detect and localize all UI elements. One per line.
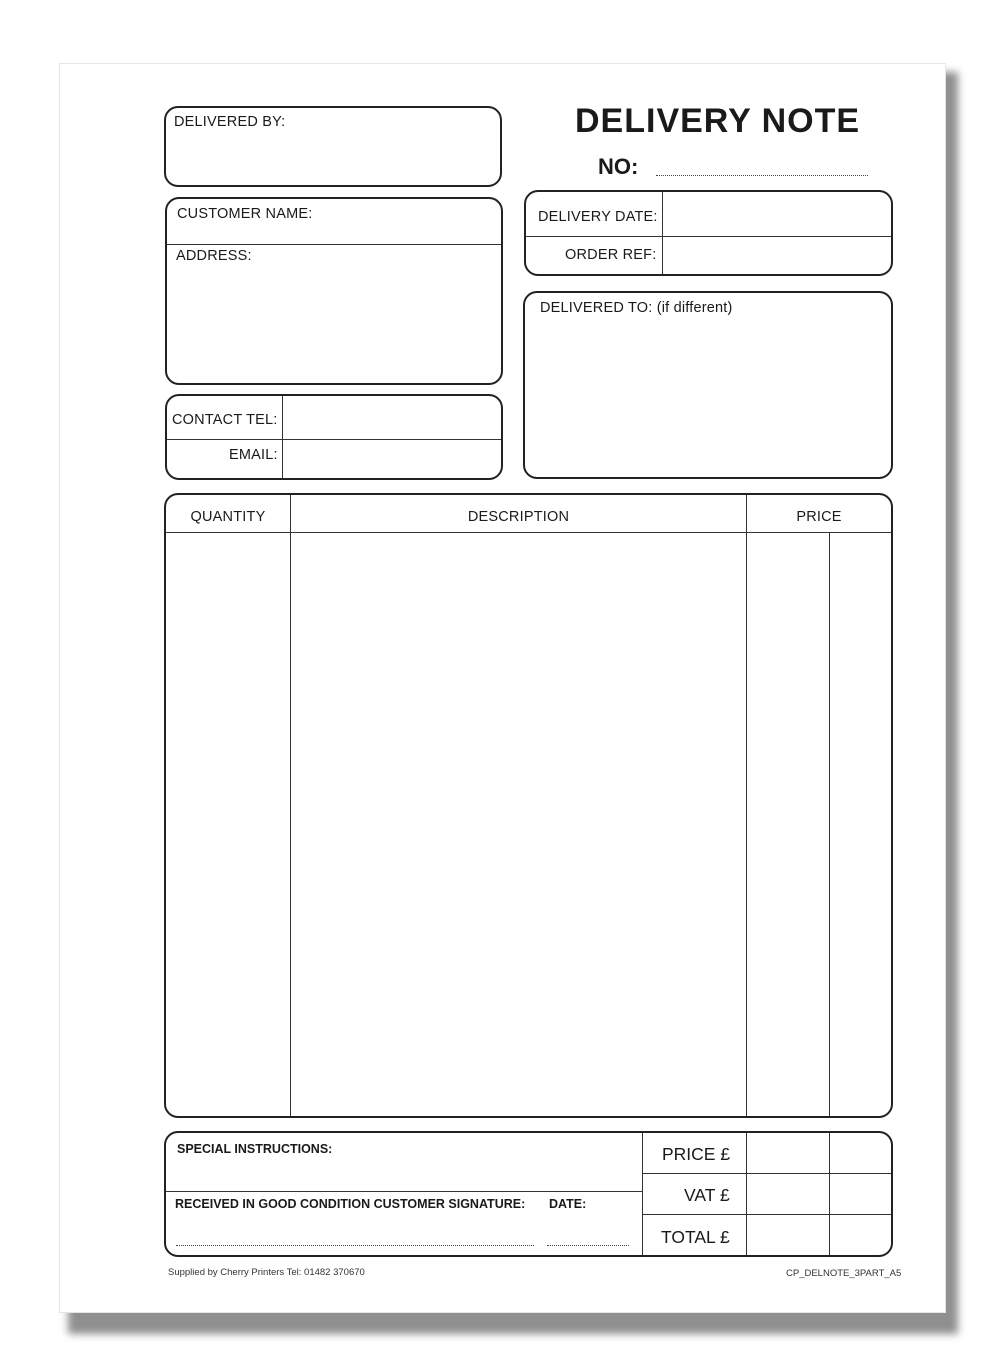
- delivery-date-label: DELIVERY DATE:: [538, 209, 658, 225]
- contact-divider-h: [167, 439, 501, 440]
- delivered-by-box[interactable]: [164, 106, 502, 187]
- address-label: ADDRESS:: [176, 248, 252, 264]
- contact-divider-v: [282, 396, 283, 478]
- customer-divider: [167, 244, 501, 245]
- totals-left-divider: [642, 1133, 643, 1255]
- delivered-by-label: DELIVERED BY:: [174, 114, 286, 130]
- totals-row-divider-1: [642, 1173, 891, 1174]
- number-field[interactable]: [656, 175, 868, 176]
- instructions-divider: [166, 1191, 642, 1192]
- price-total-label: PRICE £: [662, 1144, 731, 1164]
- grand-total-label: TOTAL £: [661, 1227, 730, 1247]
- date-label: DATE:: [549, 1197, 587, 1211]
- delivery-date-box: [524, 190, 893, 276]
- date-divider-h: [526, 236, 891, 237]
- totals-pence-divider: [829, 1133, 830, 1255]
- signature-label: RECEIVED IN GOOD CONDITION CUSTOMER SIGNATURE:: [175, 1197, 526, 1211]
- document-title: DELIVERY NOTE: [575, 102, 861, 140]
- totals-label-divider: [746, 1133, 747, 1255]
- supplier-credit: Supplied by Cherry Printers Tel: 01482 370670: [168, 1267, 365, 1278]
- totals-row-divider-2: [642, 1214, 891, 1215]
- number-label: NO:: [598, 154, 639, 179]
- order-ref-label: ORDER REF:: [565, 247, 657, 263]
- column-header-price: PRICE: [796, 509, 842, 525]
- description-column-divider: [746, 495, 747, 1116]
- customer-address-box: [165, 197, 503, 385]
- date-line[interactable]: [547, 1245, 629, 1246]
- delivered-to-label: DELIVERED TO: (if different): [540, 300, 733, 316]
- summary-box: [164, 1131, 893, 1257]
- form-code: CP_DELNOTE_3PART_A5: [786, 1268, 902, 1279]
- column-header-quantity: QUANTITY: [190, 509, 266, 525]
- price-pence-divider: [829, 532, 830, 1116]
- email-label: EMAIL:: [229, 447, 278, 463]
- table-header-divider: [166, 532, 891, 533]
- column-header-description: DESCRIPTION: [467, 509, 570, 525]
- items-table: [164, 493, 893, 1118]
- customer-name-label: CUSTOMER NAME:: [177, 206, 313, 222]
- signature-line[interactable]: [176, 1245, 534, 1246]
- contact-box: [165, 394, 503, 480]
- delivery-note-sheet: [59, 63, 946, 1313]
- special-instructions-label: SPECIAL INSTRUCTIONS:: [177, 1142, 333, 1156]
- quantity-column-divider: [290, 495, 291, 1116]
- date-divider-v: [662, 192, 663, 274]
- delivered-to-box[interactable]: [523, 291, 893, 479]
- contact-tel-label: CONTACT TEL:: [172, 412, 278, 428]
- vat-total-label: VAT £: [684, 1185, 730, 1205]
